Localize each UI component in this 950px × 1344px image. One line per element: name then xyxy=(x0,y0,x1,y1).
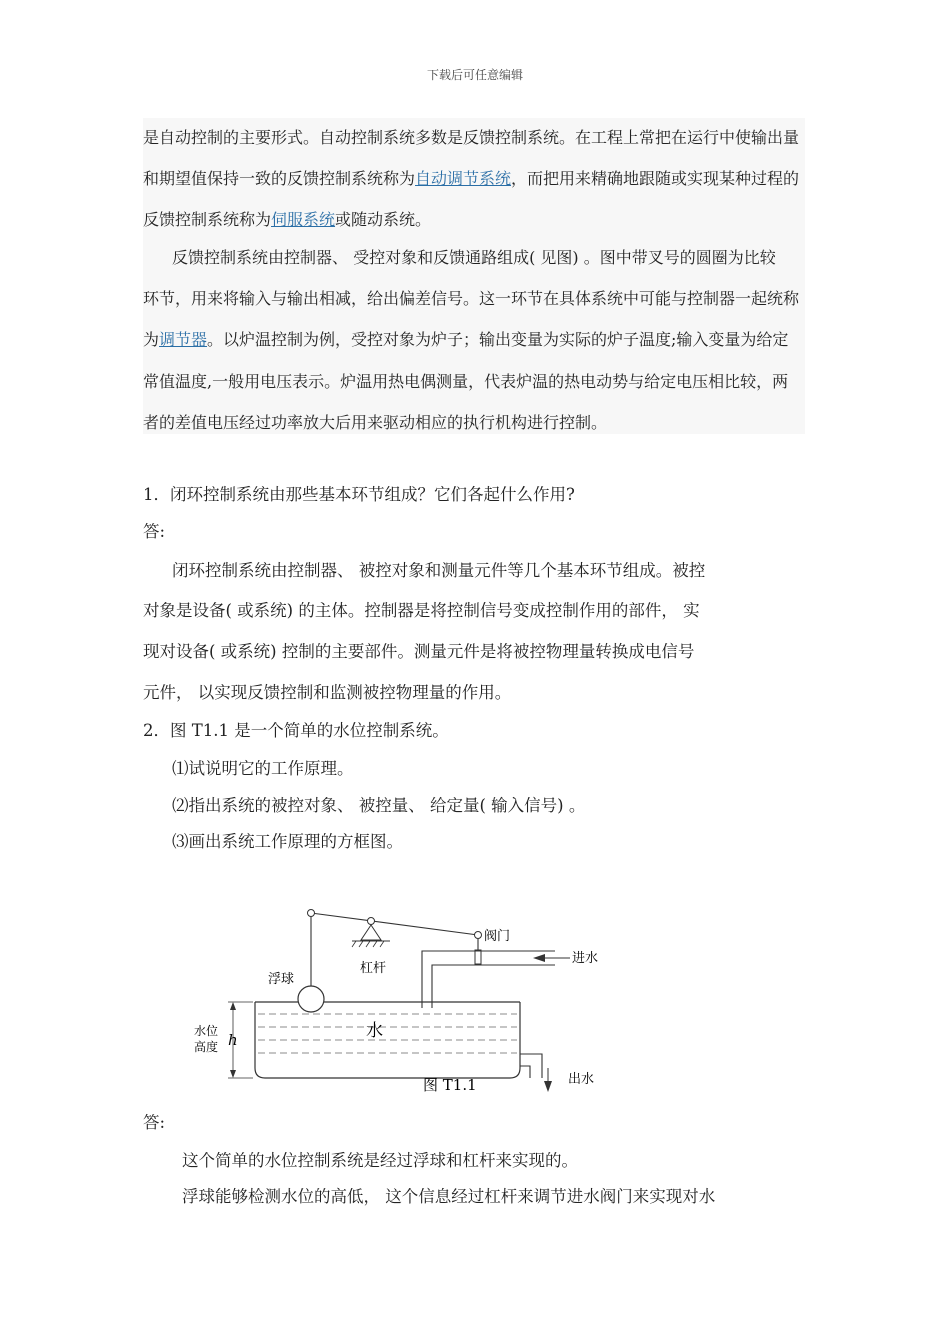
answer-label-1: 答: xyxy=(143,522,166,541)
link-regulator[interactable]: 调节器 xyxy=(159,330,208,349)
answer-1-line-3: 现对设备( 或系统) 控制的主要部件。测量元件是将被控物理量转换成电信号 xyxy=(143,642,695,661)
label-water: 水 xyxy=(366,1021,383,1041)
label-inflow: 进水 xyxy=(572,951,599,966)
question-2: 2．图 T1.1 是一个简单的水位控制系统。 xyxy=(143,721,449,740)
subquestion-1: ⑴试说明它的工作原理。 xyxy=(172,759,354,778)
outflow-arrow xyxy=(544,1081,552,1092)
page-header: 下载后可任意编辑 xyxy=(426,68,523,82)
link-servo-system[interactable]: 伺服系统 xyxy=(271,210,336,229)
inlet-pipe xyxy=(422,951,555,1008)
answer-1-line-2: 对象是设备( 或系统) 的主体。控制器是将控制信号变成控制作用的部件， 实 xyxy=(143,601,700,620)
lever-end-pivot xyxy=(308,910,315,917)
label-lever: 杠杆 xyxy=(360,961,387,976)
inflow-arrow xyxy=(533,954,545,962)
outlet-pipe xyxy=(520,1054,542,1078)
intro-line-5: 环节，用来将输入与输出相减，给出偏差信号。这一环节在具体系统中可能与控制器一起统称 xyxy=(143,289,800,308)
label-h: h xyxy=(228,1031,238,1049)
subquestion-3: ⑶画出系统工作原理的方框图。 xyxy=(172,832,403,851)
intro-line-4: 反馈控制系统由控制器、 受控对象和反馈通路组成( 见图) 。图中带叉号的圆圈为比较 xyxy=(172,248,776,267)
figure-caption: 图 T1.1 xyxy=(423,1076,477,1094)
label-valve: 阀门 xyxy=(484,929,511,944)
label-float: 浮球 xyxy=(268,972,295,987)
water-hatching xyxy=(258,1014,517,1053)
valve-pivot xyxy=(475,932,482,939)
answer-1-line-1: 闭环控制系统由控制器、 被控对象和测量元件等几个基本环节组成。被控 xyxy=(172,561,706,580)
answer-label-2: 答: xyxy=(143,1113,166,1132)
label-outflow: 出水 xyxy=(568,1072,595,1087)
float-ball xyxy=(298,986,324,1012)
question-1: 1．闭环控制系统由那些基本环节组成？它们各起什么作用? xyxy=(143,485,575,504)
intro-line-1: 是自动控制的主要形式。自动控制系统多数是反馈控制系统。在工程上常把在运行中使输出量 xyxy=(143,128,800,147)
valve-body xyxy=(475,950,481,964)
fulcrum-pivot xyxy=(368,918,375,925)
answer-1-line-4: 元件， 以实现反馈控制和监测被控物理量的作用。 xyxy=(143,683,512,702)
fulcrum-support xyxy=(361,925,381,940)
fulcrum-ground-hatch xyxy=(352,941,384,947)
link-auto-regulation-system[interactable]: 自动调节系统 xyxy=(415,169,512,188)
intro-line-7: 常值温度,一般用电压表示。炉温用热电偶测量，代表炉温的热电动势与给定电压相比较，两 xyxy=(143,372,789,391)
answer-2-line-1: 这个简单的水位控制系统是经过浮球和杠杆来实现的。 xyxy=(182,1151,578,1170)
label-level-1: 水位 xyxy=(194,1024,219,1038)
intro-line-8: 者的差值电压经过功率放大后用来驱动相应的执行机构进行控制。 xyxy=(143,413,608,432)
lever-bar xyxy=(311,913,478,935)
label-level-2: 高度 xyxy=(194,1040,219,1054)
intro-line-6: 为调节器。以炉温控制为例，受控对象为炉子；输出变量为实际的炉子温度;输入变量为给定 xyxy=(143,330,789,349)
subquestion-2: ⑵指出系统的被控对象、 被控量、 给定量( 输入信号) 。 xyxy=(172,796,586,815)
intro-line-2: 和期望值保持一致的反馈控制系统称为自动调节系统，而把用来精确地跟随或实现某种过程的 xyxy=(143,169,800,188)
answer-2-line-2: 浮球能够检测水位的高低， 这个信息经过杠杆来调节进水阀门来实现对水 xyxy=(182,1187,716,1206)
intro-line-3: 反馈控制系统称为伺服系统或随动系统。 xyxy=(143,210,432,229)
